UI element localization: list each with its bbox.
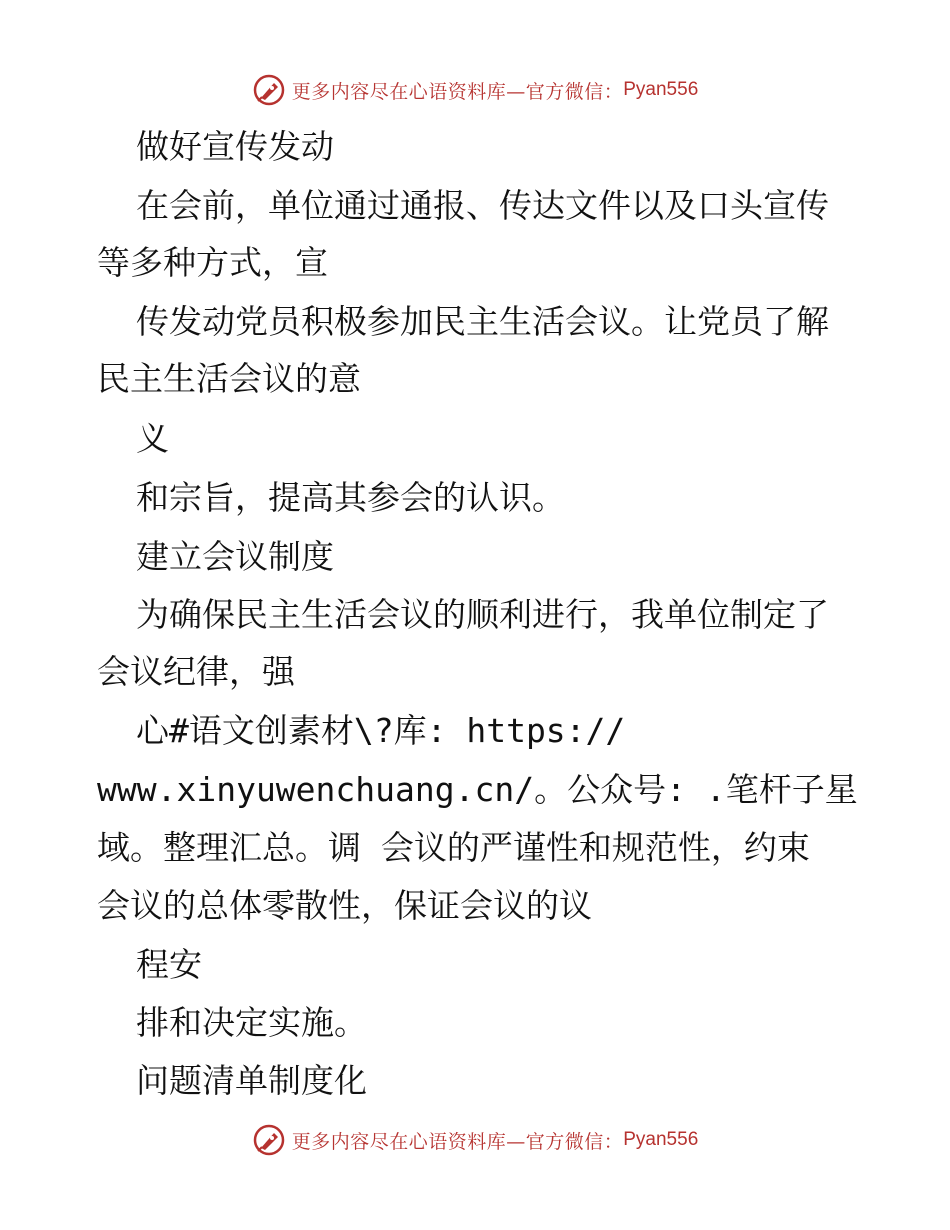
text-line: 为确保民主生活会议的顺利进行，我单位制定了 (136, 595, 829, 634)
text-line: 心#语文创素材\?库: https:// (136, 711, 626, 750)
text-line: 会议的总体零散性，保证会议的议 (97, 886, 592, 925)
text-line: 程安 (136, 945, 202, 984)
footer-wechat-id: Pyan556 (623, 1129, 699, 1150)
pen-nib-logo-icon (252, 1123, 286, 1157)
text-line: 域。整理汇总。调 会议的严谨性和规范性，约束 (97, 828, 810, 867)
text-line: 等多种方式，宣 (97, 243, 328, 282)
header-banner-text: 更多内容尽在心语资料库—官方微信： (291, 80, 624, 103)
text-line: www.xinyuwenchuang.cn/。公众号: .笔杆子星 (97, 770, 858, 809)
text-line: 民主生活会议的意 (97, 359, 361, 398)
text-line: 在会前，单位通过通报、传达文件以及口头宣传 (136, 186, 829, 225)
footer-banner-text: 更多内容尽在心语资料库—官方微信： (291, 1130, 624, 1153)
header-banner (0, 70, 950, 110)
text-line: 会议纪律，强 (97, 652, 295, 691)
footer-banner (0, 1120, 950, 1160)
text-line: 义 (136, 419, 169, 458)
text-line: 建立会议制度 (136, 537, 334, 576)
text-line: 和宗旨，提高其参会的认识。 (136, 478, 565, 517)
pen-nib-logo-icon (252, 73, 286, 107)
text-line: 传发动党员积极参加民主生活会议。让党员了解 (136, 302, 829, 341)
text-line: 排和决定实施。 (136, 1003, 367, 1042)
text-line: 问题清单制度化 (136, 1061, 367, 1100)
text-line: 做好宣传发动 (136, 127, 334, 166)
header-wechat-id: Pyan556 (623, 79, 699, 100)
